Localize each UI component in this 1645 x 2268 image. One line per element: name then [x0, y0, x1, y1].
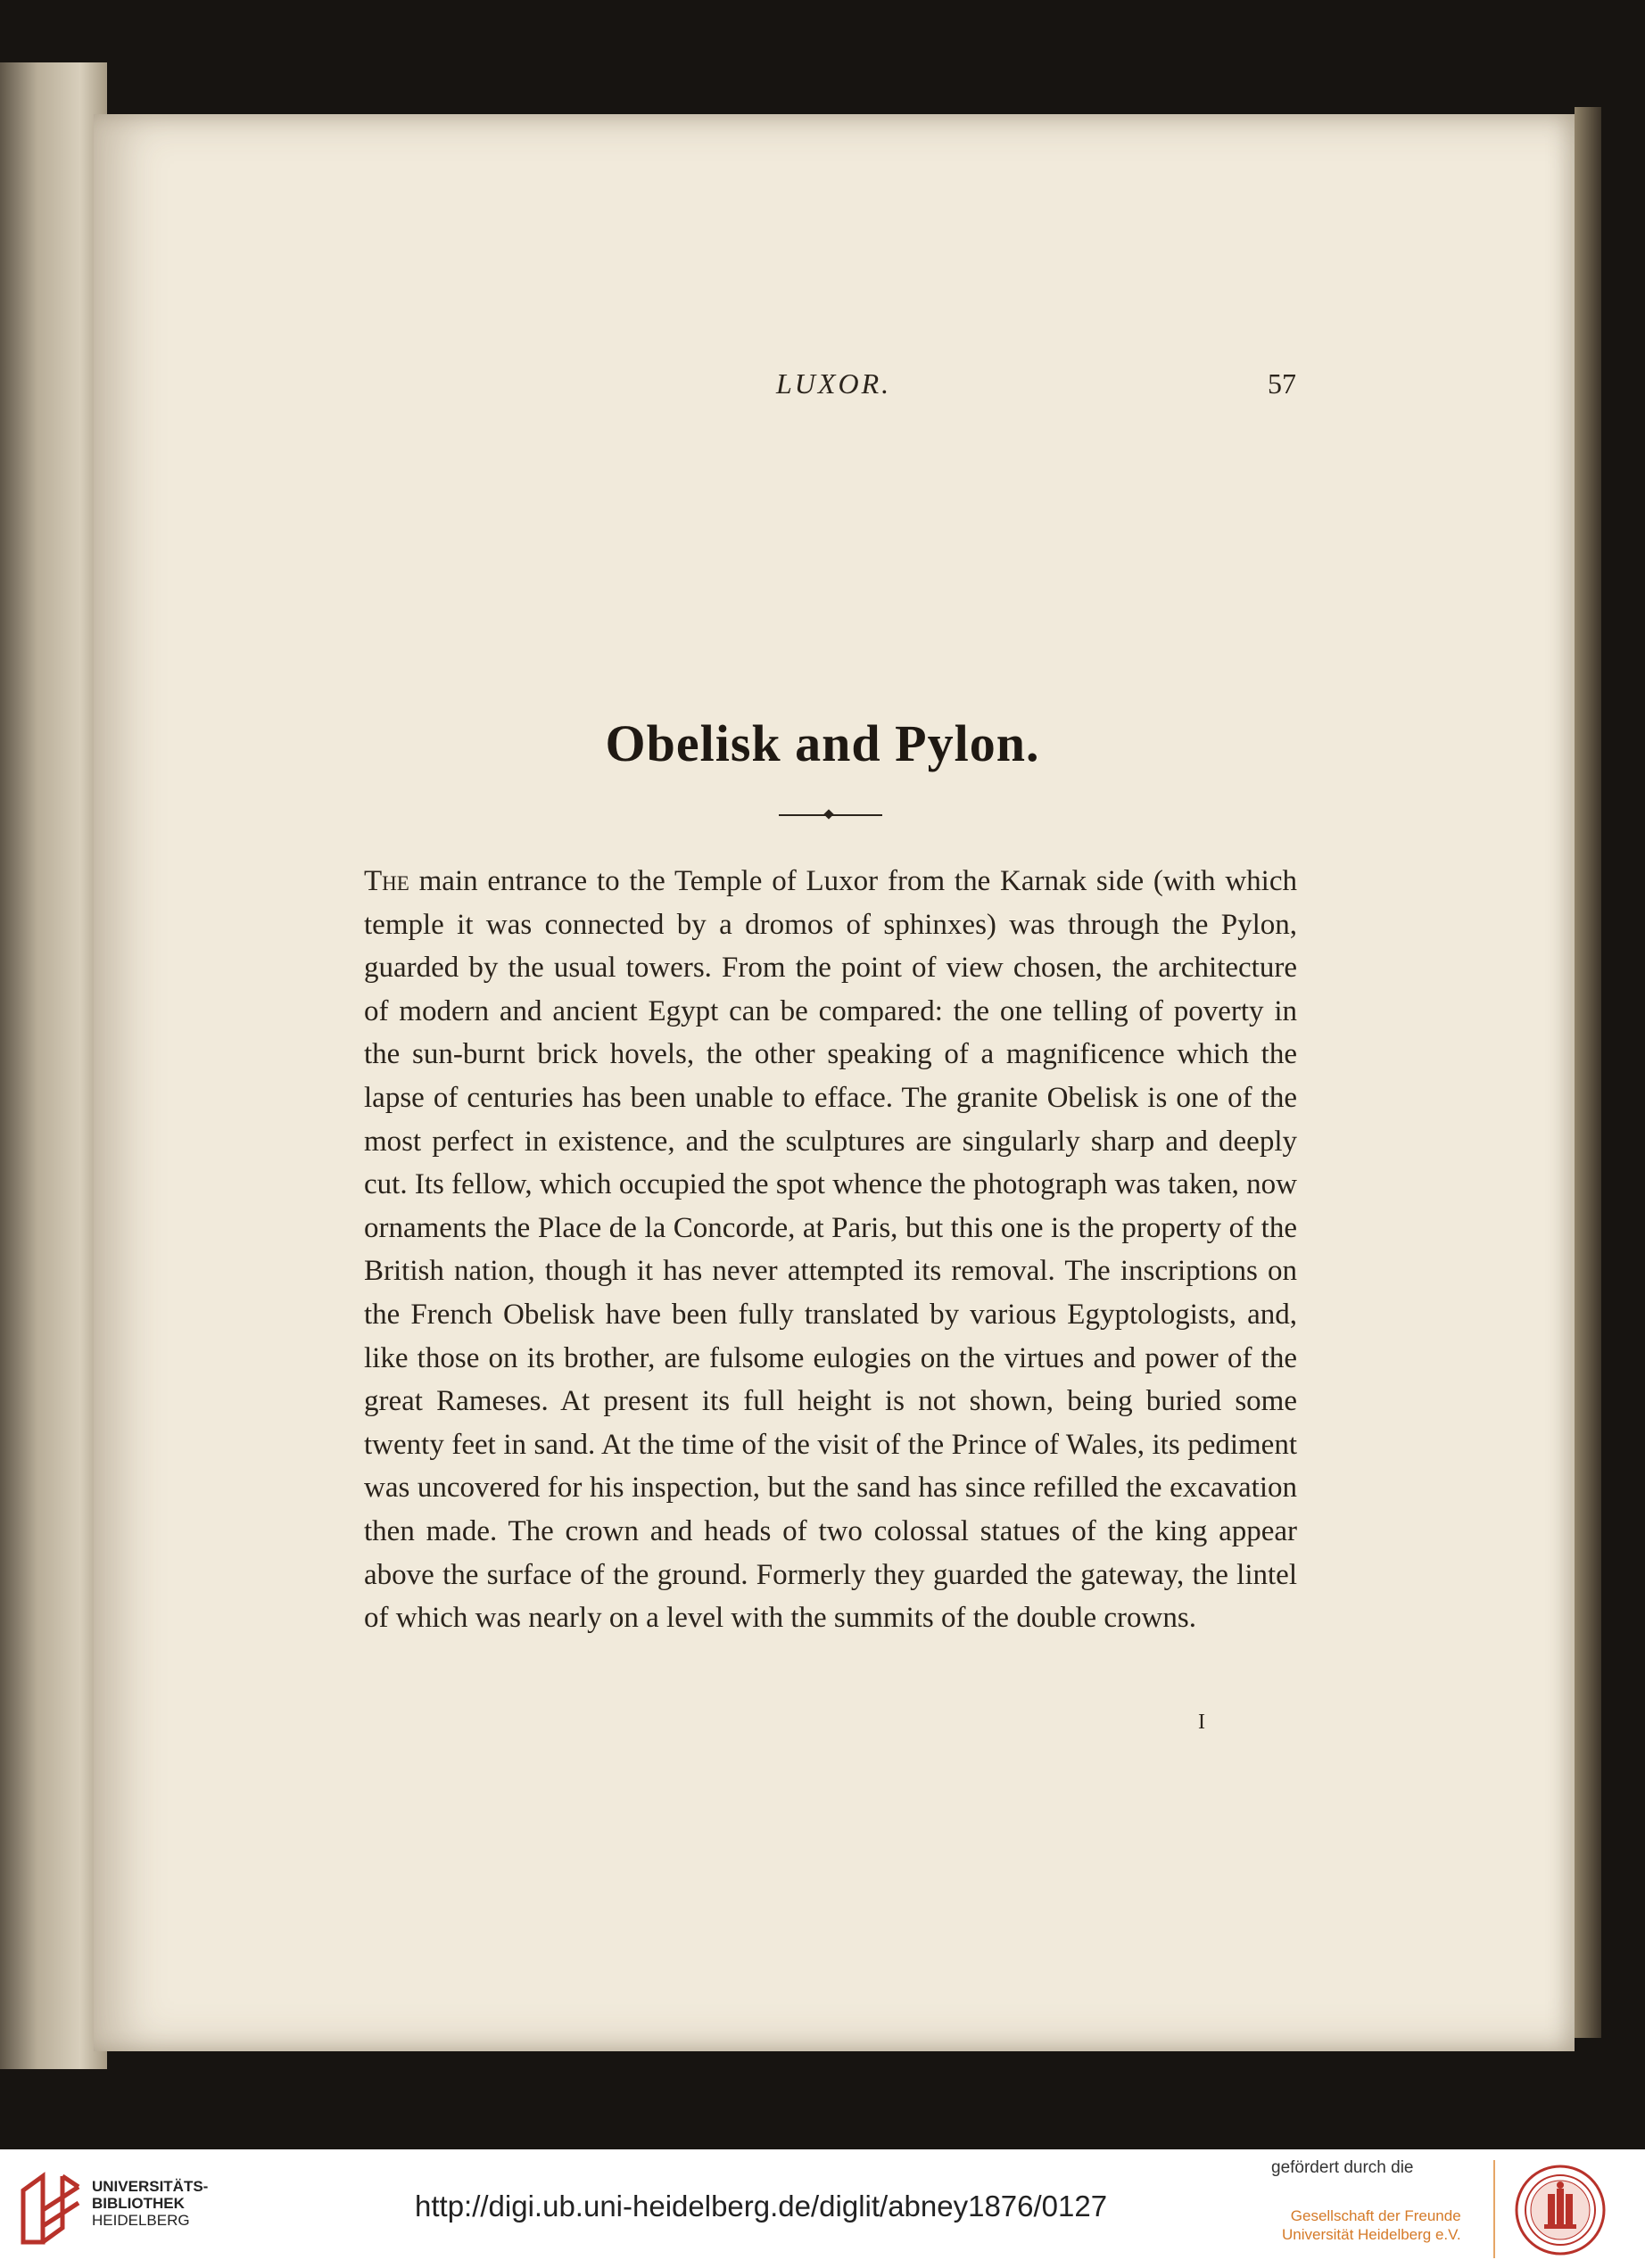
body-paragraph: [364, 860, 1297, 1640]
sponsor-name-line2: Universität Heidelberg e.V.: [1282, 2226, 1461, 2243]
left-page-edge: [0, 62, 107, 2069]
running-title: LUXOR.: [776, 367, 892, 400]
sponsor-name-line1: Gesellschaft der Freunde: [1290, 2207, 1461, 2224]
title-ornament: [779, 814, 882, 816]
page-number: 57: [1268, 367, 1296, 400]
library-name-line2: BIBLIOTHEK: [92, 2195, 185, 2212]
sponsor-label: gefördert durch die: [1271, 2158, 1414, 2177]
right-page-edge: [1575, 107, 1601, 2038]
chapter-title: Obelisk and Pylon.: [605, 714, 1040, 772]
library-name: [92, 2178, 208, 2229]
ub-heidelberg-logo-icon[interactable]: [16, 2171, 84, 2247]
library-name-line1: UNIVERSITÄTS-: [92, 2178, 209, 2195]
permalink-url[interactable]: http://digi.ub.uni-heidelberg.de/diglit/abney1876/0127: [415, 2190, 1108, 2223]
sponsor-name[interactable]: [1282, 2206, 1461, 2244]
footer-divider: [1493, 2160, 1495, 2258]
first-word: The: [364, 865, 409, 897]
body-text: main entrance to the Temple of Luxor from the Karnak side (with which temple it was connected by a dromos of sphinxes) was through the Pylon, guarded by the usual towers. From the point of view chosen, the architecture of modern and ancient Egypt can be compared: the one telling of poverty in the sun-burnt brick hovels, the other speaking of a magnificence which the lapse of centuries has been unable to efface. The granite Obelisk is one of the most perfect in existence, and the sculptures are singularly sharp and deeply cut. Its fellow, which occupied the spot whence the photograph was taken, now ornaments the Place de la Concorde, at Paris, but this one is the property of the British nation, though it has never attempted its removal. The inscriptions on the French Obelisk have been fully translated by various Egyptologists, and, like those on its brother, are fulsome eulogies on the virtues and power of the great Rameses. At present its full height is not shown, being buried some twenty feet in sand. At the time of the visit of the Prince of Wales, its pediment was uncovered for his inspection, but the sand has since refilled the excavation then made. The crown and heads of two colossal statues of the king appear above the surface of the ground. Formerly they guarded the gateway, the lintel of which was nearly on a level with the summits of the double crowns.: [364, 865, 1297, 1635]
footer-bar: [0, 2149, 1645, 2268]
library-name-line3: HEIDELBERG: [92, 2212, 190, 2229]
signature-mark: I: [1198, 1711, 1205, 1734]
university-seal-icon[interactable]: [1514, 2164, 1607, 2256]
